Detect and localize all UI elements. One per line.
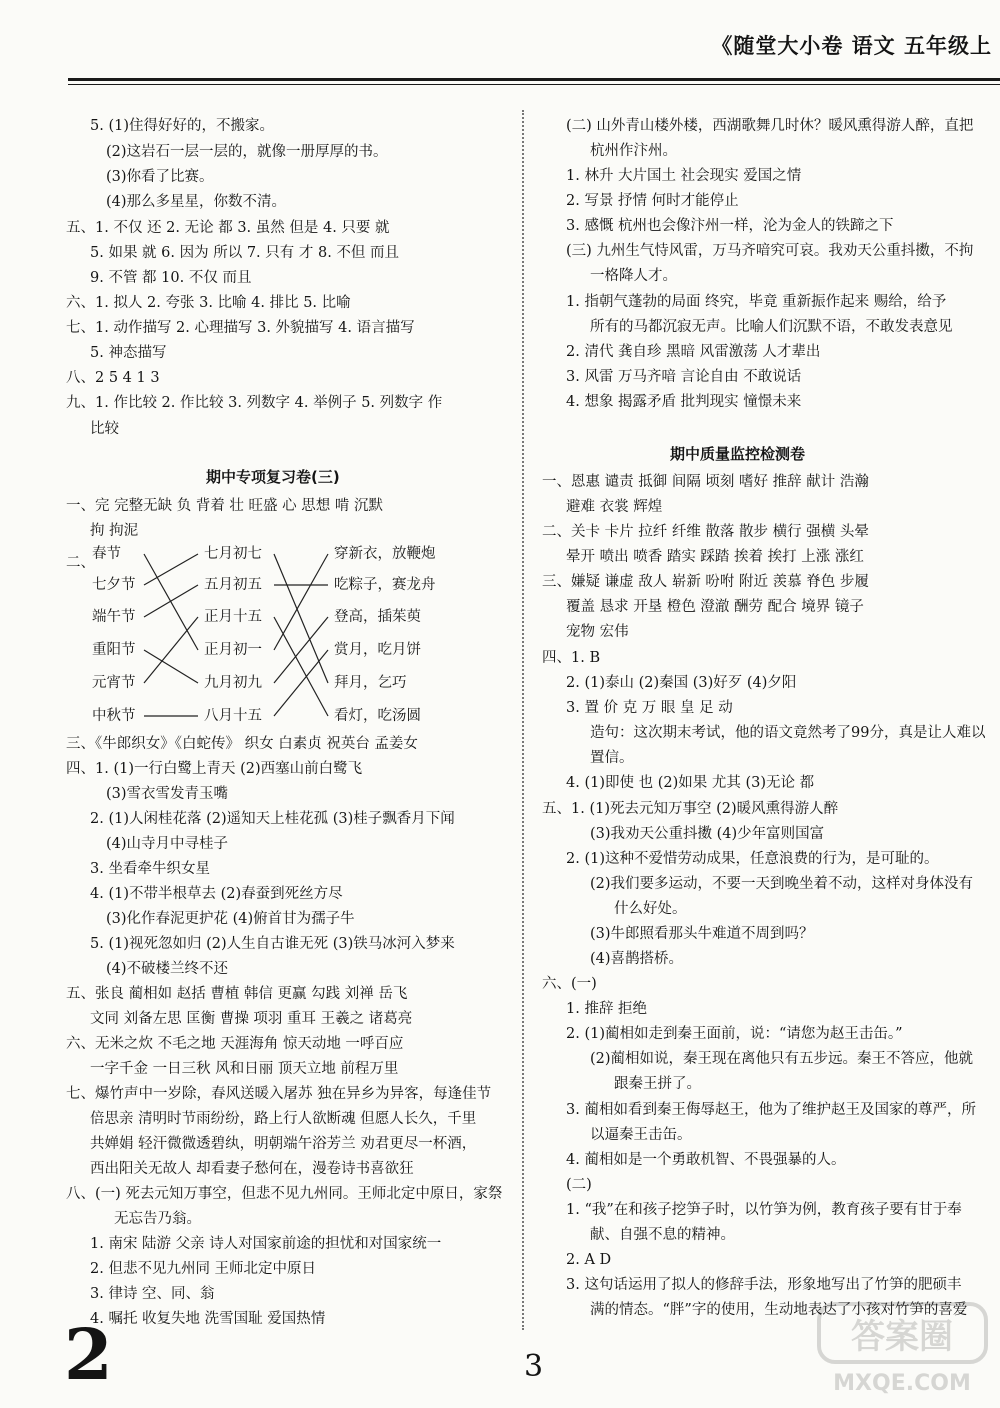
watermark-text: 答案圈 (851, 1317, 953, 1357)
answer-line: 5. 神态描写 (90, 345, 167, 361)
answer-line: 5. (1)视死忽如归 (2)人生自古谁无死 (3)铁马冰河入梦来 (90, 936, 455, 952)
date-item: 正月十五 (204, 609, 262, 625)
answer-line: 置信。 (590, 750, 634, 766)
answer-line: 9. 不管 都 10. 不仅 而且 (90, 270, 252, 286)
date-custom-link (274, 617, 328, 683)
answer-line: 2. A D (566, 1252, 612, 1268)
answer-line: 三、嫌疑 谦虚 敌人 崭新 吩咐 附近 羡慕 脊色 步履 (542, 574, 869, 590)
date-item: 正月初一 (204, 642, 262, 658)
answer-line: 4. (1)即使 也 (2)如果 尤其 (3)无论 都 (566, 775, 815, 791)
answer-line: (4)山寺月中寻桂子 (106, 836, 229, 852)
answer-line: 倍思亲 清明时节雨纷纷，路上行人欲断魂 但愿人长久，千里 (90, 1111, 477, 1127)
answer-line: 避难 衣裳 辉煌 (566, 499, 663, 515)
answer-line: 3. 律诗 空、同、翁 (90, 1286, 215, 1302)
answer-line: 九、1. 作比较 2. 作比较 3. 列数字 4. 举例子 5. 列数字 作 (66, 395, 443, 411)
answer-line: 2. (1)蔺相如走到秦王面前，说：“请您为赵王击缶。” (566, 1026, 903, 1042)
answer-line: 2. 写景 抒情 何时才能停止 (566, 193, 739, 209)
answer-line: 1. 南宋 陆游 父亲 诗人对国家前途的担忧和对国家统一 (90, 1236, 442, 1252)
date-item: 七月初七 (204, 546, 262, 562)
answer-line: 六、(一) (542, 976, 597, 992)
answer-line: (2)蔺相如说，秦王现在离他只有五步远。秦王不答应，他就 (590, 1051, 974, 1067)
answer-line: 拘 拘泥 (90, 523, 139, 539)
date-item: 八月十五 (204, 708, 262, 724)
section-title-midterm: 期中质量监控检测卷 (670, 445, 806, 463)
answer-line: 西出阳关无故人 却看妻子愁何在，漫卷诗书喜欲狂 (90, 1161, 414, 1177)
answer-line: 什么好处。 (614, 901, 687, 917)
answer-line: 比较 (90, 421, 119, 437)
answer-line: 晕开 喷出 喷香 踏实 踩踏 挨着 挨打 上涨 涨红 (566, 549, 864, 565)
answer-line: 跟秦王拼了。 (614, 1076, 701, 1092)
answer-line: 六、无米之炊 不毛之地 天涯海角 惊天动地 一呼百应 (66, 1036, 404, 1052)
matching-label: 二、 (66, 555, 95, 571)
festival-item: 端午节 (92, 609, 136, 625)
answer-line: (2)这岩石一层一层的，就像一册厚厚的书。 (106, 144, 388, 160)
answer-line: 3. 感慨 杭州也会像汴州一样，沦为金人的铁蹄之下 (566, 218, 894, 234)
answer-line: 三、《牛郎织女》《白蛇传》 织女 白素贞 祝英台 孟姜女 (66, 736, 418, 752)
answer-line: 3. 蔺相如看到秦王侮辱赵王，他为了维护赵王及国家的尊严，所 (566, 1102, 976, 1118)
answer-line: 二、关卡 卡片 拉纤 纤维 散落 散步 横行 强横 头晕 (542, 524, 869, 540)
answer-line: 3. 置 价 克 万 眼 皇 足 动 (566, 700, 733, 716)
answer-line: (3)你看了比赛。 (106, 169, 214, 185)
custom-item: 登高，插茱萸 (334, 609, 421, 625)
date-item: 五月初五 (204, 577, 262, 593)
festival-date-link (144, 554, 198, 650)
festival-item: 春节 (92, 546, 121, 562)
custom-item: 看灯，吃汤圆 (334, 708, 421, 724)
answer-line: 宠物 宏伟 (566, 624, 629, 640)
column-divider (522, 110, 524, 1330)
answer-line: 1. 指朝气蓬勃的局面 终究，毕竟 重新振作起来 赐给，给予 (566, 294, 947, 310)
answer-line: 一格降人才。 (590, 268, 677, 284)
date-custom-link (274, 650, 328, 716)
festival-item: 元宵节 (92, 675, 136, 691)
answer-line: 造句：这次期末考试，他的语文竟然考了99分，真是让人难以 (590, 725, 986, 741)
answer-line: 2. (1)这种不爱惜劳动成果，任意浪费的行为，是可耻的。 (566, 851, 939, 867)
page-number-right: 3 (524, 1349, 544, 1384)
answer-line: 5. (1)住得好好的，不搬家。 (90, 118, 274, 134)
answer-line: (3)化作春泥更护花 (4)俯首甘为孺子牛 (106, 911, 355, 927)
answer-line: 所有的马都沉寂无声。比喻人们沉默不语，不敢发表意见 (590, 319, 953, 335)
answer-line: 献、自强不息的精神。 (590, 1227, 735, 1243)
answer-line: (二) (566, 1177, 592, 1193)
answer-line: 一、完 完整无缺 负 背着 壮 旺盛 心 思想 啃 沉默 (66, 498, 383, 514)
answer-line: 一字千金 一日三秋 风和日丽 顶天立地 前程万里 (90, 1061, 399, 1077)
answer-line: 3. 这句话运用了拟人的修辞手法，形象地写出了竹笋的肥硕丰 (566, 1277, 962, 1293)
answer-line: (3)我劝天公重抖擞 (4)少年富则国富 (590, 826, 825, 842)
answer-line: (3)牛郎照看那头牛难道不周到吗？ (590, 926, 814, 942)
answer-line: 2. (1)人闲桂花落 (2)遥知天上桂花孤 (3)桂子飘香月下闻 (90, 811, 455, 827)
answer-line: (4)不破楼兰终不还 (106, 961, 229, 977)
answer-line: 四、1. B (542, 650, 601, 666)
answer-line: (三) 九州生气恃风雷，万马齐喑究可哀。我劝天公重抖擞，不拘 (566, 243, 974, 259)
header-rule (68, 78, 1000, 81)
answer-line: 4. 想象 揭露矛盾 批判现实 憧憬未来 (566, 394, 802, 410)
date-custom-link (274, 617, 328, 716)
custom-item: 拜月，乞巧 (334, 675, 407, 691)
answer-line: (2)我们要多运动，不要一天到晚坐着不动，这样对身体没有 (590, 876, 974, 892)
answer-line: 覆盖 恳求 开垦 橙色 澄澈 酬劳 配合 境界 镜子 (566, 599, 864, 615)
date-item: 九月初九 (204, 675, 262, 691)
answer-line: 四、1. (1)一行白鹭上青天 (2)西塞山前白鹭飞 (66, 761, 363, 777)
answer-line: (4)喜鹊搭桥。 (590, 951, 684, 967)
answer-line: 五、张良 蔺相如 赵括 曹植 韩信 更赢 勾践 刘禅 岳飞 (66, 986, 408, 1002)
answer-line: (二) 山外青山楼外楼，西湖歌舞几时休？暖风熏得游人醉，直把 (566, 118, 974, 134)
festival-date-link (144, 650, 198, 683)
custom-item: 吃粽子，赛龙舟 (334, 577, 436, 593)
answer-line: 4. 蔺相如是一个勇敢机智、不畏强暴的人。 (566, 1152, 846, 1168)
answer-line: 2. 清代 龚自珍 黑暗 风雷激荡 人才辈出 (566, 344, 821, 360)
answer-line: 五、1. (1)死去元知万事空 (2)暖风熏得游人醉 (542, 801, 839, 817)
date-custom-link (274, 554, 328, 683)
answer-line: 一、恩惠 谴责 抵御 间隔 顷刻 嗜好 推辞 献计 浩瀚 (542, 474, 869, 490)
answer-line: 以逼秦王击缶。 (590, 1127, 692, 1143)
festival-date-link (144, 585, 198, 617)
answer-line: 4. (1)不带半根草去 (2)春蚕到死丝方尽 (90, 886, 343, 902)
watermark-url: MXQE.COM (833, 1371, 971, 1396)
answer-line: 七、1. 动作描写 2. 心理描写 3. 外貌描写 4. 语言描写 (66, 320, 415, 336)
answer-line: 杭州作汴州。 (590, 143, 677, 159)
answer-line: 共婵娟 轻汗微微透碧纨，明朝端午浴芳兰 劝君更尽一杯酒， (90, 1136, 477, 1152)
answer-line: 五、1. 不仅 还 2. 无论 都 3. 虽然 但是 4. 只要 就 (66, 220, 390, 236)
page-header (0, 0, 1000, 86)
answer-line: 1. 推辞 拒绝 (566, 1001, 648, 1017)
section-title-review-3: 期中专项复习卷(三) (206, 468, 340, 486)
festival-item: 中秋节 (92, 708, 136, 724)
answer-line: 3. 坐看牵牛织女星 (90, 861, 210, 877)
header-rule-thin (68, 84, 1000, 85)
festival-date-link (144, 617, 198, 683)
date-custom-link (274, 554, 328, 650)
answer-line: 1. 林升 大片国土 社会现实 爱国之情 (566, 168, 802, 184)
answer-line: 七、爆竹声中一岁除，春风送暖入屠苏 独在异乡为异客，每逢佳节 (66, 1086, 492, 1102)
watermark-stamp (815, 1298, 990, 1398)
answer-line: 无忘告乃翁。 (114, 1211, 201, 1227)
page-number-left: 2 (64, 1313, 113, 1396)
answer-line: 六、1. 拟人 2. 夸张 3. 比喻 4. 排比 5. 比喻 (66, 295, 351, 311)
answer-line: 八、2 5 4 1 3 (66, 370, 160, 386)
answer-line: 满的情态。“胖”字的使用，生动地表达了小孩对竹笋的喜爱 (590, 1302, 968, 1318)
matching-lines (66, 544, 506, 729)
custom-item: 穿新衣，放鞭炮 (334, 546, 436, 562)
custom-item: 赏月，吃月饼 (334, 642, 421, 658)
answer-line: 1. “我”在和孩子挖笋子时，以竹笋为例，教育孩子要有甘于奉 (566, 1202, 962, 1218)
answer-line: (3)雪衣雪发青玉嘴 (106, 786, 229, 802)
book-title: 《随堂大小卷 语文 五年级上 (711, 34, 992, 58)
festival-item: 重阳节 (92, 642, 136, 658)
answer-line: 4. 嘱托 收复失地 洗雪国耻 爱国热情 (90, 1311, 326, 1327)
answer-line: 5. 如果 就 6. 因为 所以 7. 只有 才 8. 不但 而且 (90, 245, 400, 261)
answer-line: 3. 风雷 万马齐喑 言论自由 不敢说话 (566, 369, 802, 385)
answer-line: 八、(一) 死去元知万事空，但悲不见九州同。王师北定中原日，家祭 (66, 1186, 503, 1202)
matching-exercise (66, 544, 506, 729)
answer-line: 2. (1)泰山 (2)秦国 (3)好歹 (4)夕阳 (566, 675, 797, 691)
answer-line: 文同 刘备左思 匡衡 曹操 项羽 重耳 王羲之 诸葛亮 (90, 1011, 413, 1027)
answer-line: 2. 但悲不见九州同 王师北定中原日 (90, 1261, 317, 1277)
festival-item: 七夕节 (92, 577, 136, 593)
answer-line: (4)那么多星星，你数不清。 (106, 194, 287, 210)
